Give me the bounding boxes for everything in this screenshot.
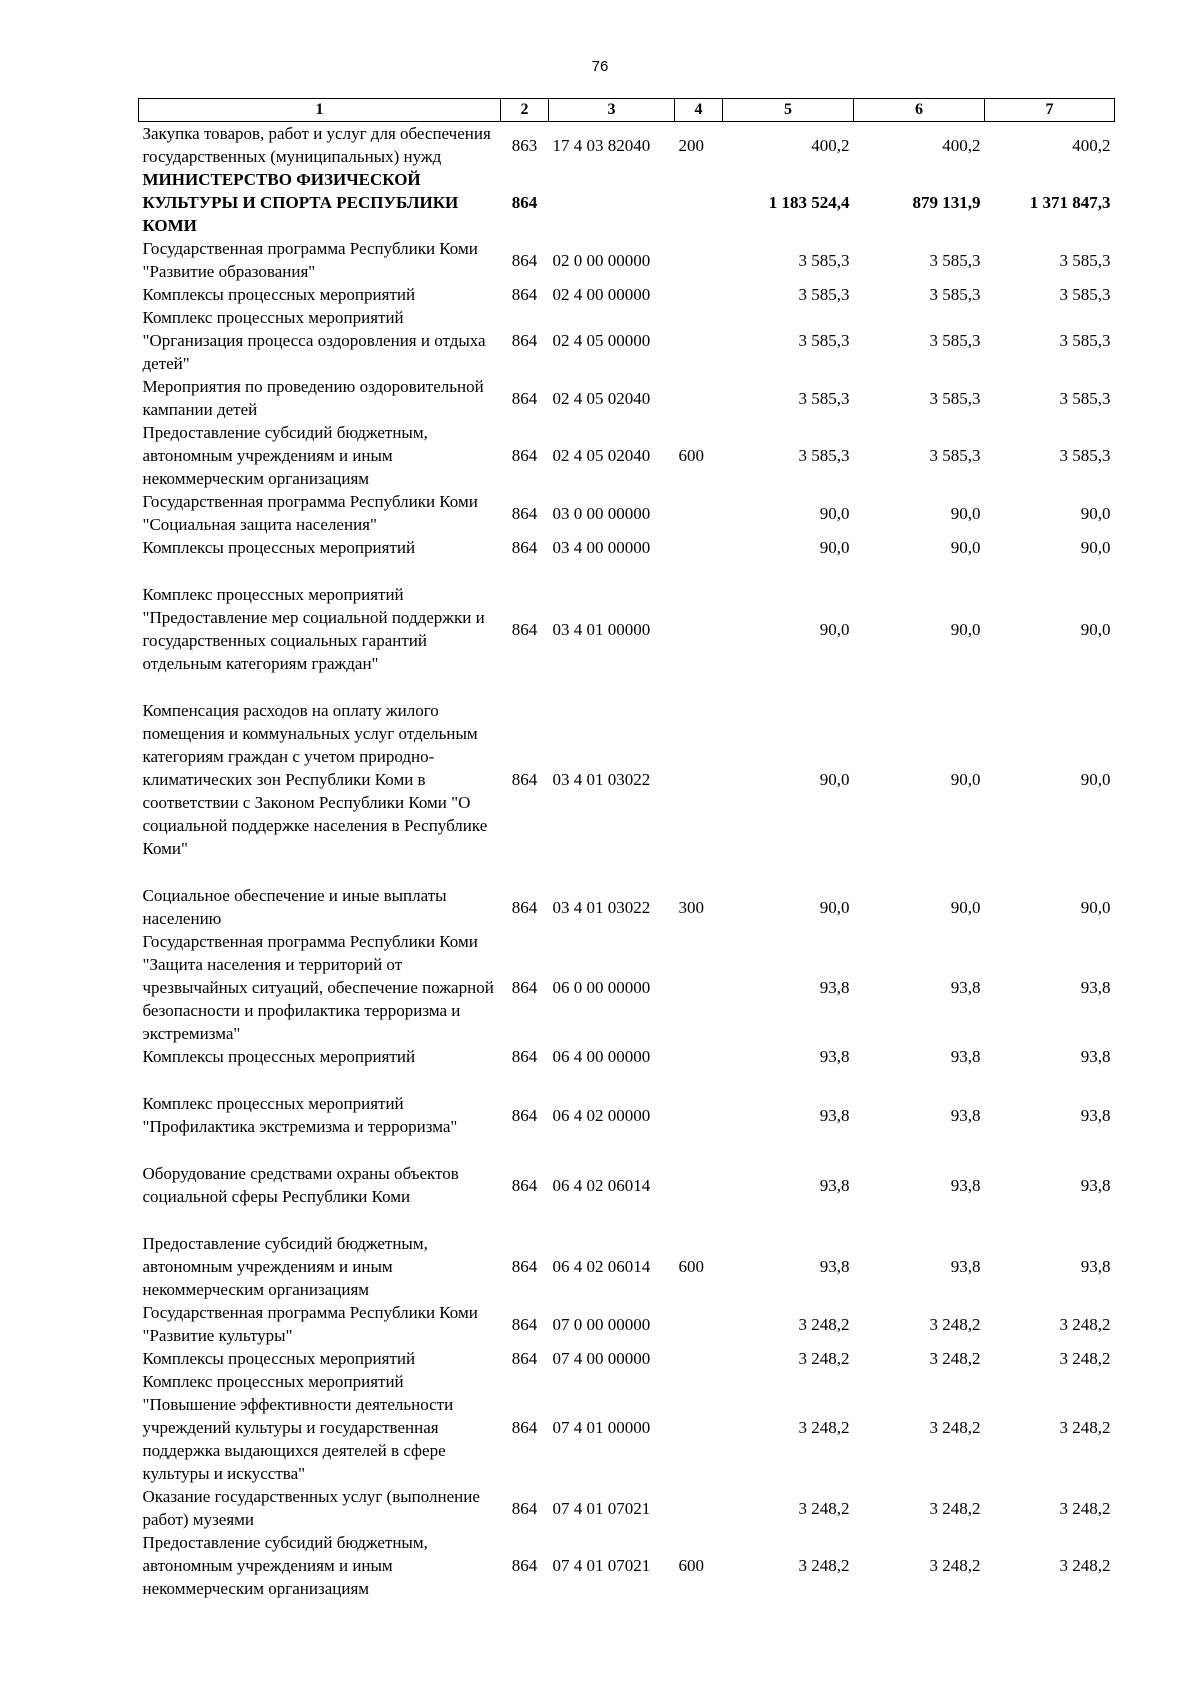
row-name-cell: Комплексы процессных мероприятий [142, 1349, 416, 1368]
page-number: 76 [591, 58, 609, 75]
row-vr-cell [675, 490, 723, 536]
row-year3-cell: 93,8 [1080, 1257, 1111, 1276]
row-year1-cell: 90,0 [819, 897, 850, 917]
row-year2-cell: 93,8 [950, 1257, 981, 1276]
row-year3-cell: 93,8 [1080, 1105, 1111, 1125]
row-vr-cell [675, 1080, 723, 1150]
row-year1-cell: 90,0 [819, 619, 850, 639]
row-grbs-cell: 864 [511, 1418, 538, 1437]
row-vr-cell [675, 237, 723, 283]
row-year1-cell: 90,0 [819, 538, 850, 557]
row-grbs-cell: 864 [511, 250, 538, 270]
row-year3-cell: 3 585,3 [1059, 388, 1111, 408]
row-year3-cell: 3 248,2 [1059, 1498, 1111, 1518]
row-csr-cell: 03 4 01 03022 [552, 897, 651, 917]
row-csr-cell: 06 4 02 00000 [552, 1105, 651, 1125]
row-vr-cell [675, 1301, 723, 1347]
row-grbs-cell: 864 [511, 897, 538, 917]
row-name-cell: Комплекс процессных мероприятий "Повышение эффективности деятельности учреждений культуры и государственная поддержка выдающихся деятелей в сфере культуры и искусства" [142, 1372, 454, 1483]
row-year1-cell: 3 585,3 [798, 446, 850, 465]
header-col-5: 5 [723, 99, 854, 122]
row-grbs-cell: 864 [511, 978, 538, 997]
row-year2-cell: 3 585,3 [929, 446, 981, 465]
row-grbs-cell: 864 [511, 193, 538, 212]
row-grbs-cell: 864 [511, 331, 538, 350]
row-year2-cell: 3 248,2 [929, 1314, 981, 1334]
row-vr-cell [675, 1045, 723, 1080]
row-year3-cell: 3 585,3 [1059, 446, 1111, 465]
row-grbs-cell: 864 [511, 285, 538, 304]
row-grbs-cell: 864 [511, 1498, 538, 1518]
row-year2-cell: 400,2 [942, 135, 981, 155]
row-year3-cell: 93,8 [1080, 978, 1111, 997]
table-row [139, 1150, 1115, 1220]
table-row [139, 1080, 1115, 1150]
row-year1-cell: 3 248,2 [798, 1349, 850, 1368]
row-name-cell: Предоставление субсидий бюджетным, автономным учреждениям и иным некоммерческим организациям [142, 423, 428, 488]
row-name-cell: Комплексы процессных мероприятий [142, 1047, 416, 1066]
row-vr-cell [675, 536, 723, 571]
row-csr-cell: 02 4 05 02040 [552, 388, 651, 408]
row-year1-cell: 400,2 [811, 135, 850, 155]
row-name-cell: Компенсация расходов на оплату жилого помещения и коммунальных услуг отдельным категориям граждан с учетом природно-климатических зон Республики Коми в соответствии с Законом Республики Коми "О социальной поддержке населения в Республике Коми" [142, 701, 488, 858]
row-year1-cell: 93,8 [819, 1257, 850, 1276]
table-row [139, 687, 1115, 872]
row-csr-cell: 02 4 05 00000 [552, 331, 651, 350]
row-year2-cell: 93,8 [950, 1105, 981, 1125]
row-name-cell: Государственная программа Республики Коми "Развитие образования" [142, 239, 478, 281]
row-csr-cell: 02 0 00 00000 [552, 250, 651, 270]
row-year2-cell: 3 585,3 [929, 388, 981, 408]
row-year3-cell: 400,2 [1072, 135, 1111, 155]
row-name-cell: Комплекс процессных мероприятий "Предоставление мер социальной поддержки и государственных социальных гарантий отдельным категориям граждан" [142, 585, 485, 673]
table-row [139, 1531, 1115, 1600]
row-name-cell: Государственная программа Республики Коми "Социальная защита населения" [142, 492, 478, 534]
table-row [139, 490, 1115, 536]
row-grbs-cell: 864 [511, 1349, 538, 1368]
row-grbs-cell: 864 [511, 1047, 538, 1066]
row-year3-cell: 90,0 [1080, 770, 1111, 789]
table-row [139, 1347, 1115, 1370]
row-csr-cell: 07 4 01 07021 [552, 1498, 651, 1518]
row-year2-cell: 90,0 [950, 770, 981, 789]
row-name-cell: Оборудование средствами охраны объектов социальной сферы Республики Коми [142, 1164, 459, 1206]
row-vr-cell [675, 375, 723, 421]
row-year1-cell: 3 585,3 [798, 388, 850, 408]
table-row [139, 1220, 1115, 1301]
row-grbs-cell: 864 [511, 619, 538, 639]
table-row [139, 168, 1115, 237]
row-year2-cell: 3 585,3 [929, 250, 981, 270]
table-row [139, 306, 1115, 375]
row-year1-cell: 90,0 [819, 503, 850, 523]
row-year1-cell: 3 585,3 [798, 331, 850, 350]
row-vr-cell: 200 [678, 135, 704, 155]
row-year3-cell: 3 248,2 [1059, 1314, 1111, 1334]
row-vr-cell [675, 1370, 723, 1485]
row-year2-cell: 879 131,9 [912, 193, 981, 212]
row-csr-cell: 03 4 01 00000 [552, 619, 651, 639]
row-year3-cell: 3 248,2 [1059, 1418, 1111, 1437]
row-csr-cell: 07 4 01 07021 [552, 1556, 651, 1575]
row-year1-cell: 93,8 [819, 978, 850, 997]
row-vr-cell: 600 [678, 1556, 704, 1575]
row-vr-cell: 600 [678, 446, 704, 465]
row-year2-cell: 3 248,2 [929, 1418, 981, 1437]
row-year2-cell: 90,0 [950, 503, 981, 523]
header-col-7: 7 [985, 99, 1115, 122]
row-year1-cell: 3 248,2 [798, 1314, 850, 1334]
row-vr-cell [675, 1150, 723, 1220]
row-vr-cell [675, 168, 723, 237]
row-grbs-cell: 864 [511, 1175, 538, 1195]
row-year2-cell: 3 585,3 [929, 285, 981, 304]
header-row [139, 99, 1115, 122]
row-year3-cell: 90,0 [1080, 503, 1111, 523]
row-name-cell: МИНИСТЕРСТВО ФИЗИЧЕСКОЙ КУЛЬТУРЫ И СПОРТА РЕСПУБЛИКИ КОМИ [142, 170, 459, 235]
row-year1-cell: 1 183 524,4 [768, 193, 850, 212]
row-csr-cell: 02 4 00 00000 [552, 285, 651, 304]
row-year1-cell: 90,0 [819, 770, 850, 789]
row-name-cell: Мероприятия по проведению оздоровительной кампании детей [142, 377, 484, 419]
table-row [139, 122, 1115, 169]
row-year2-cell: 3 585,3 [929, 331, 981, 350]
row-grbs-cell: 864 [511, 770, 538, 789]
row-name-cell: Государственная программа Республики Коми "Защита населения и территорий от чрезвычайных ситуаций, обеспечение пожарной безопасности и профилактика терроризма и экстремизма" [142, 932, 494, 1043]
table-row [139, 1485, 1115, 1531]
row-year3-cell: 3 585,3 [1059, 331, 1111, 350]
row-csr-cell: 07 4 01 00000 [552, 1418, 651, 1437]
row-year2-cell: 93,8 [950, 1047, 981, 1066]
header-col-6: 6 [854, 99, 985, 122]
row-vr-cell: 300 [678, 897, 704, 917]
row-csr-cell: 06 4 02 06014 [552, 1257, 651, 1276]
row-year1-cell: 3 248,2 [798, 1556, 850, 1575]
row-year3-cell: 3 248,2 [1059, 1556, 1111, 1575]
row-grbs-cell: 864 [511, 538, 538, 557]
row-year2-cell: 90,0 [950, 619, 981, 639]
row-csr-cell: 06 0 00 00000 [552, 978, 651, 997]
table-row [139, 375, 1115, 421]
row-grbs-cell: 864 [511, 1314, 538, 1334]
budget-table [138, 98, 1115, 1600]
row-year2-cell: 3 248,2 [929, 1498, 981, 1518]
row-year3-cell: 3 585,3 [1059, 285, 1111, 304]
row-vr-cell [675, 283, 723, 306]
row-csr-cell: 06 4 02 06014 [552, 1175, 651, 1195]
row-year1-cell: 3 248,2 [798, 1418, 850, 1437]
table-row [139, 237, 1115, 283]
row-name-cell: Социальное обеспечение и иные выплаты населению [142, 886, 447, 928]
row-vr-cell [675, 306, 723, 375]
row-csr-cell [549, 168, 675, 237]
row-grbs-cell: 864 [511, 1556, 538, 1575]
header-col-4: 4 [675, 99, 723, 122]
row-csr-cell: 02 4 05 02040 [552, 446, 651, 465]
row-vr-cell [675, 571, 723, 687]
row-vr-cell [675, 1485, 723, 1531]
row-vr-cell [675, 1347, 723, 1370]
row-year3-cell: 93,8 [1080, 1047, 1111, 1066]
row-vr-cell [675, 687, 723, 872]
table-row [139, 1301, 1115, 1347]
row-year2-cell: 3 248,2 [929, 1556, 981, 1575]
row-year1-cell: 93,8 [819, 1175, 850, 1195]
row-year1-cell: 3 248,2 [798, 1498, 850, 1518]
row-year1-cell: 93,8 [819, 1105, 850, 1125]
row-year1-cell: 93,8 [819, 1047, 850, 1066]
row-csr-cell: 03 0 00 00000 [552, 503, 651, 523]
row-csr-cell: 07 4 00 00000 [552, 1349, 651, 1368]
row-year3-cell: 1 371 847,3 [1029, 193, 1111, 212]
row-name-cell: Комплекс процессных мероприятий "Организация процесса оздоровления и отдыха детей" [142, 308, 486, 373]
row-name-cell: Предоставление субсидий бюджетным, автономным учреждениям и иным некоммерческим организациям [142, 1234, 428, 1299]
row-vr-cell: 600 [678, 1257, 704, 1276]
row-name-cell: Предоставление субсидий бюджетным, автономным учреждениям и иным некоммерческим организациям [142, 1533, 428, 1598]
table-header [139, 99, 1115, 122]
row-year2-cell: 90,0 [950, 538, 981, 557]
table-row [139, 421, 1115, 490]
row-year3-cell: 3 585,3 [1059, 250, 1111, 270]
row-vr-cell [675, 930, 723, 1045]
row-grbs-cell: 864 [511, 446, 538, 465]
row-year1-cell: 3 585,3 [798, 285, 850, 304]
row-year3-cell: 3 248,2 [1059, 1349, 1111, 1368]
row-csr-cell: 03 4 00 00000 [552, 538, 651, 557]
row-csr-cell: 17 4 03 82040 [552, 135, 651, 155]
row-csr-cell: 07 0 00 00000 [552, 1314, 651, 1334]
table-row [139, 872, 1115, 930]
table-row [139, 283, 1115, 306]
table-body [139, 122, 1115, 1601]
row-grbs-cell: 864 [511, 1105, 538, 1125]
row-name-cell: Комплексы процессных мероприятий [142, 538, 416, 557]
row-name-cell: Государственная программа Республики Коми "Развитие культуры" [142, 1303, 478, 1345]
row-name-cell: Комплексы процессных мероприятий [142, 285, 416, 304]
row-name-cell: Оказание государственных услуг (выполнение работ) музеями [142, 1487, 480, 1529]
row-year3-cell: 90,0 [1080, 897, 1111, 917]
row-name-cell: Комплекс процессных мероприятий "Профилактика экстремизма и терроризма" [142, 1094, 458, 1136]
table-row [139, 1370, 1115, 1485]
row-year2-cell: 3 248,2 [929, 1349, 981, 1368]
table-row [139, 571, 1115, 687]
header-col-3: 3 [549, 99, 675, 122]
row-year3-cell: 90,0 [1080, 538, 1111, 557]
row-grbs-cell: 864 [511, 388, 538, 408]
table-row [139, 930, 1115, 1045]
header-col-2: 2 [501, 99, 549, 122]
row-year2-cell: 90,0 [950, 897, 981, 917]
table-row [139, 1045, 1115, 1080]
row-grbs-cell: 864 [511, 1257, 538, 1276]
row-name-cell: Закупка товаров, работ и услуг для обеспечения государственных (муниципальных) нужд [142, 124, 491, 166]
row-year3-cell: 90,0 [1080, 619, 1111, 639]
row-year1-cell: 3 585,3 [798, 250, 850, 270]
row-year2-cell: 93,8 [950, 1175, 981, 1195]
row-csr-cell: 03 4 01 03022 [552, 770, 651, 789]
header-col-1: 1 [139, 99, 501, 122]
row-grbs-cell: 864 [511, 503, 538, 523]
row-year3-cell: 93,8 [1080, 1175, 1111, 1195]
table-row [139, 536, 1115, 571]
row-grbs-cell: 863 [511, 135, 538, 155]
row-csr-cell: 06 4 00 00000 [552, 1047, 651, 1066]
row-year2-cell: 93,8 [950, 978, 981, 997]
